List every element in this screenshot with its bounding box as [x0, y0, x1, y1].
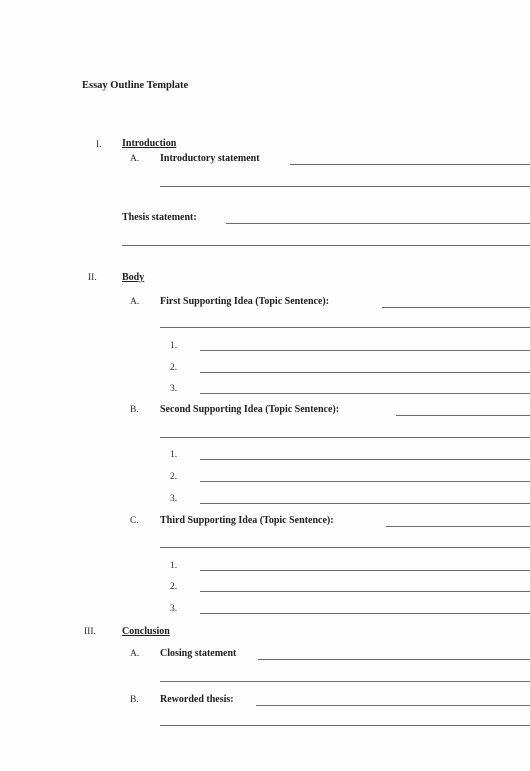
third-supporting-idea-label: Third Supporting Idea (Topic Sentence):: [160, 515, 334, 526]
closing-statement-continuation-line[interactable]: [160, 681, 530, 682]
introductory-statement-label: Introductory statement: [160, 153, 260, 164]
section-heading-conclusion: Conclusion: [122, 626, 170, 637]
point-line[interactable]: [200, 393, 530, 394]
item-letter: B.: [130, 695, 139, 705]
document-title: Essay Outline Template: [82, 80, 189, 91]
point-number: 3.: [170, 384, 178, 394]
point-number: 1.: [170, 341, 178, 351]
point-line[interactable]: [200, 481, 530, 482]
first-supporting-idea-line[interactable]: [382, 307, 530, 308]
point-line[interactable]: [200, 350, 530, 351]
point-number: 2.: [170, 582, 178, 592]
point-number: 1.: [170, 450, 178, 460]
item-letter: A.: [130, 649, 140, 659]
introductory-statement-continuation-line[interactable]: [160, 186, 530, 187]
point-line[interactable]: [200, 613, 530, 614]
section-heading-introduction: Introduction: [122, 138, 177, 149]
point-number: 3.: [170, 604, 178, 614]
point-line[interactable]: [200, 591, 530, 592]
introductory-statement-line[interactable]: [290, 164, 530, 165]
section-numeral: I.: [96, 140, 102, 150]
first-supporting-idea-label: First Supporting Idea (Topic Sentence):: [160, 296, 330, 307]
item-letter: A.: [130, 297, 140, 307]
section-heading-body: Body: [122, 272, 145, 283]
reworded-thesis-line[interactable]: [256, 705, 530, 706]
point-number: 2.: [170, 363, 178, 373]
reworded-thesis-continuation-line[interactable]: [160, 725, 530, 726]
point-number: 1.: [170, 561, 178, 571]
item-letter: C.: [130, 516, 139, 526]
point-line[interactable]: [200, 372, 530, 373]
item-letter: B.: [130, 405, 139, 415]
closing-statement-line[interactable]: [258, 659, 530, 660]
first-supporting-idea-continuation-line[interactable]: [160, 327, 530, 328]
section-numeral: II.: [88, 273, 97, 283]
point-line[interactable]: [200, 459, 530, 460]
section-numeral: III.: [84, 627, 96, 637]
second-supporting-idea-continuation-line[interactable]: [160, 437, 530, 438]
point-number: 3.: [170, 494, 178, 504]
point-line[interactable]: [200, 570, 530, 571]
third-supporting-idea-line[interactable]: [386, 526, 530, 527]
thesis-statement-label: Thesis statement:: [122, 212, 197, 223]
closing-statement-label: Closing statement: [160, 648, 237, 659]
thesis-statement-line[interactable]: [226, 223, 530, 224]
point-line[interactable]: [200, 503, 530, 504]
second-supporting-idea-line[interactable]: [396, 415, 530, 416]
item-letter: A.: [130, 154, 140, 164]
point-number: 2.: [170, 472, 178, 482]
reworded-thesis-label: Reworded thesis:: [160, 694, 234, 705]
thesis-statement-continuation-line[interactable]: [122, 245, 530, 246]
second-supporting-idea-label: Second Supporting Idea (Topic Sentence):: [160, 404, 340, 415]
third-supporting-idea-continuation-line[interactable]: [160, 547, 530, 548]
